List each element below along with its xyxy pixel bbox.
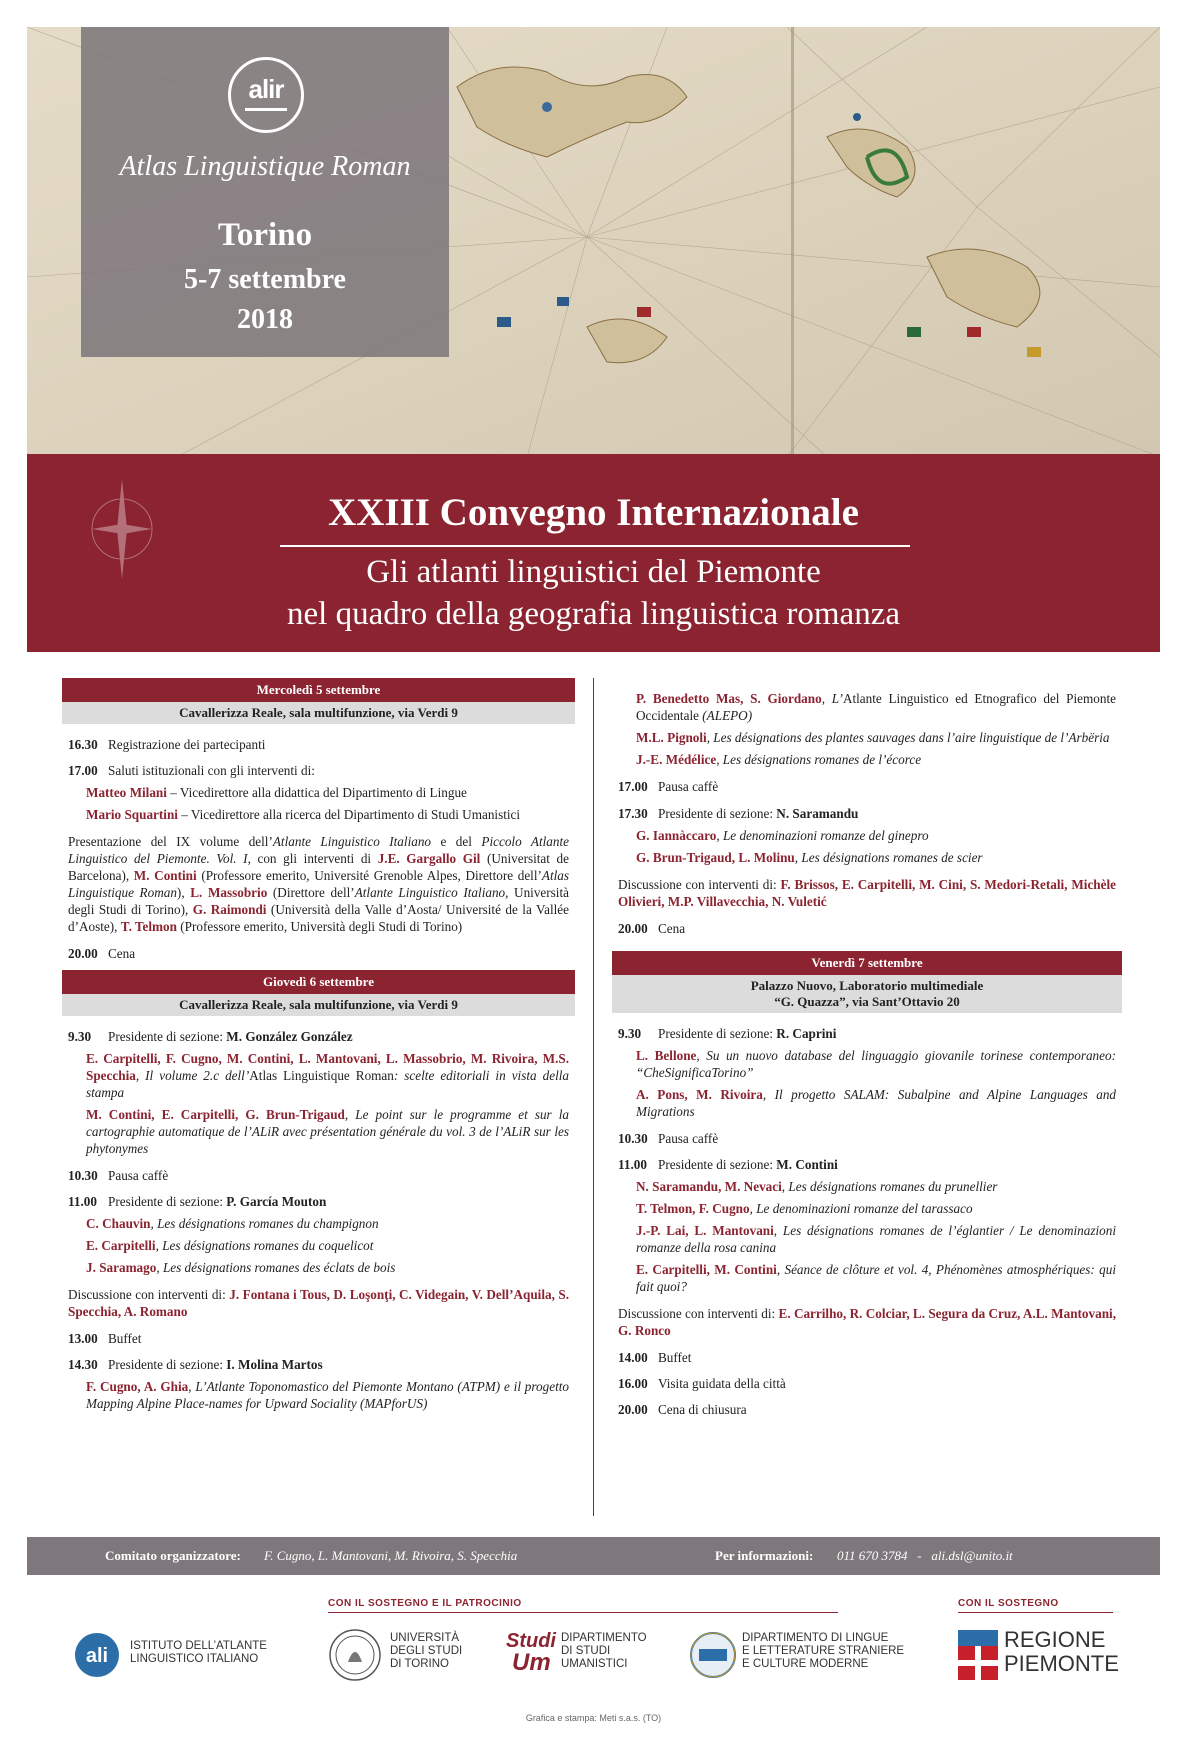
time: 13.00	[68, 1331, 98, 1346]
info-label: Per informazioni:	[715, 1548, 814, 1563]
description: Pausa caffè	[108, 1168, 169, 1183]
schedule-row	[68, 736, 569, 753]
alir-logo	[228, 57, 304, 133]
discussion-paragraph: Discussione con interventi di: J. Fontana i Tous, D. Loşonţi, C. Videgain, V. Dell’Aquila, S. Specchia, A. Romano	[68, 1287, 570, 1319]
title-box	[81, 27, 449, 357]
schedule-row	[618, 1375, 1116, 1392]
description: Presidente di sezione: P. García Mouton	[108, 1194, 327, 1209]
org-label: Comitato organizzatore:	[105, 1548, 241, 1563]
convegno-title: XXIII Convegno Internazionale	[328, 491, 859, 534]
sponsor-ali: ali ISTITUTO DELL’ATLANTE LINGUISTICO ITALIANO	[72, 1628, 282, 1684]
description: Presidente di sezione: M. González González	[108, 1029, 353, 1044]
support-patronage-label: CON IL SOSTEGNO E IL PATROCINIO	[328, 1598, 522, 1609]
event-dates: 5-7 settembre	[184, 264, 346, 295]
talk-item: F. Cugno, A. Ghia, L’Atlante Toponomastico del Piemonte Montano (ATPM) e il progetto Mapping Alpine Place-names for Upward Sociality (MAPforUS)	[86, 1379, 569, 1411]
talk-item: L. Bellone, Su un nuovo database del linguaggio giovanile torinese contemporaneo: “CheSignificaTorino”	[636, 1048, 1116, 1080]
piemonte-flag-icon	[958, 1630, 998, 1680]
discussion-paragraph: Discussione con interventi di: E. Carrilho, R. Colciar, L. Segura da Cruz, A.L. Mantovani, G. Ronco	[618, 1306, 1117, 1338]
schedule-row	[68, 1330, 569, 1347]
schedule-row	[618, 1025, 1116, 1042]
speaker-item: Mario Squartini – Vicedirettore alla ricerca del Dipartimento di Studi Umanistici	[86, 807, 521, 822]
talk-item: G. Brun-Trigaud, L. Molinu, Les désignations romanes de scier	[636, 850, 983, 865]
time: 16.30	[68, 737, 98, 752]
sponsor-unito: UNIVERSITÀ DEGLI STUDI DI TORINO	[328, 1628, 478, 1684]
time: 9.30	[68, 1029, 92, 1044]
studium-logo: Studi Um	[506, 1630, 556, 1676]
support-rule	[328, 1612, 838, 1613]
presentation-paragraph: Presentazione del IX volume dell’Atlante Linguistico Italiano e del Piccolo Atlante Linguistico del Piemonte. Vol. I, con gli interventi di J.E. Gargallo Gil (Universitat de Barcelona), M. Contini (Professore emerito, Université Grenoble Alpes, Direttore dell’Atlas Linguistique Roman), L. Massobrio (Direttore dell’Atlante Linguistico Italiano, Università degli Studi di Torino), G. Raimondi (Università della Valle d’Aosta/ Université de la Vallée d’Aoste), T. Telmon (Professore emerito, Università degli Studi di Torino)	[68, 834, 570, 934]
time: 20.00	[618, 1402, 648, 1417]
time: 11.00	[68, 1194, 97, 1209]
schedule-row	[618, 1156, 1116, 1173]
time: 14.30	[68, 1357, 98, 1372]
atlas-name: Atlas Linguistique Roman	[119, 151, 411, 182]
description: Presidente di sezione: R. Caprini	[658, 1026, 837, 1041]
title-rule	[280, 545, 910, 547]
time: 9.30	[618, 1026, 642, 1041]
description: Presidente di sezione: I. Molina Martos	[108, 1357, 323, 1372]
talk-item: E. Carpitelli, Les désignations romanes du coquelicot	[86, 1238, 374, 1253]
description: Visita guidata della città	[658, 1376, 786, 1391]
talk-item: E. Carpitelli, M. Contini, Séance de clôture et vol. 4, Phénomènes atmosphériques: qui fait quoi?	[636, 1262, 1116, 1294]
schedule-row	[618, 920, 1116, 937]
programme-left-column	[62, 678, 575, 1417]
schedule-row	[68, 945, 569, 962]
svg-text:ali: ali	[85, 1645, 109, 1667]
talk-item: C. Chauvin, Les désignations romanes du champignon	[86, 1216, 379, 1231]
description: Cena di chiusura	[658, 1402, 747, 1417]
time: 16.00	[618, 1376, 648, 1391]
talk-item: T. Telmon, F. Cugno, Le denominazioni romanze del tarassaco	[636, 1201, 973, 1216]
lingue-logo-icon	[688, 1630, 738, 1680]
talk-item: J.-E. Médélice, Les désignations romanes de l’écorce	[636, 752, 922, 767]
time: 14.00	[618, 1350, 648, 1365]
talk-item: J. Saramago, Les désignations romanes des éclats de bois	[86, 1260, 396, 1275]
time: 20.00	[618, 921, 648, 936]
ali-logo-icon	[72, 1630, 122, 1680]
print-credit: Grafica e stampa: Meti s.a.s. (TO)	[525, 1713, 662, 1723]
talk-item: A. Pons, M. Rivoira, Il progetto SALAM: Subalpine and Alpine Languages and Migrations	[636, 1087, 1117, 1119]
organizing-committee-bar	[27, 1537, 1160, 1575]
talk-item: N. Saramandu, M. Nevaci, Les désignations romanes du prunellier	[636, 1179, 998, 1194]
support-rule	[958, 1612, 1113, 1613]
talk-item: P. Benedetto Mas, S. Giordano, L’Atlante Linguistico ed Etnografico del Piemonte Occidentale (ALEPO)	[636, 691, 1116, 723]
schedule-row	[618, 1130, 1116, 1147]
description: Buffet	[108, 1331, 142, 1346]
org-names: F. Cugno, L. Mantovani, M. Rivoira, S. Specchia	[264, 1548, 518, 1563]
day-header-thursday: Giovedì 6 settembre	[62, 970, 575, 994]
description: Saluti istituzionali con gli interventi di:	[108, 763, 315, 778]
talk-item: J.-P. Lai, L. Mantovani, Les désignations romanes de l’églantier / Le denominazioni romanze della rosa canina	[636, 1223, 1116, 1255]
time: 10.30	[68, 1168, 98, 1183]
day-header-wednesday: Mercoledì 5 settembre	[62, 678, 575, 702]
schedule-row	[618, 778, 1116, 795]
day-header-friday: Venerdì 7 settembre	[612, 951, 1122, 975]
logo-text: alir	[248, 74, 284, 104]
subtitle-line-1: Gli atlanti linguistici del Piemonte	[366, 554, 821, 590]
time: 11.00	[618, 1157, 647, 1172]
subtitle-line-2: nel quadro della geografia linguistica romanza	[287, 596, 900, 632]
time: 20.00	[68, 946, 98, 961]
time: 17.00	[618, 779, 648, 794]
regione-text: REGIONE PIEMONTE	[1004, 1627, 1119, 1676]
venue-thursday: Cavallerizza Reale, sala multifunzione, via Verdi 9	[62, 994, 575, 1016]
info-contact[interactable]: 011 670 3784 - ali.dsl@unito.it	[837, 1548, 1013, 1563]
schedule-row	[68, 1167, 569, 1184]
sponsor-lingue: DIPARTIMENTO DI LINGUE E LETTERATURE STRANIERE E CULTURE MODERNE	[688, 1628, 918, 1684]
sponsor-studium: Studi Um DIPARTIMENTO DI STUDI UMANISTICI	[506, 1630, 647, 1676]
description: Cena	[658, 921, 686, 936]
title-banner	[27, 454, 1160, 652]
description: Pausa caffè	[658, 779, 719, 794]
description: Presidente di sezione: N. Saramandu	[658, 806, 859, 821]
description: Cena	[108, 946, 136, 961]
venue-friday: Palazzo Nuovo, Laboratorio multimediale “G. Quazza”, via Sant’Ottavio 20	[612, 975, 1122, 1013]
talk-item: E. Carpitelli, F. Cugno, M. Contini, L. Mantovani, L. Massobrio, M. Rivoira, M.S. Specchia, Il volume 2.c dell’Atlas Linguistique Roman: scelte editoriali in vista della stampa	[86, 1051, 569, 1100]
hero-image	[27, 27, 1160, 652]
city: Torino	[217, 217, 313, 253]
description: Presidente di sezione: M. Contini	[658, 1157, 838, 1172]
schedule-row	[68, 1193, 569, 1210]
schedule-row	[618, 805, 1116, 822]
schedule-row	[618, 1401, 1116, 1418]
discussion-paragraph: Discussione con interventi di: F. Brissos, E. Carpitelli, M. Cini, S. Medori-Retali, Michèle Olivieri, M.P. Villavecchia, N. Vuletić	[618, 877, 1116, 909]
support-label: CON IL SOSTEGNO	[958, 1598, 1059, 1609]
sponsor-regione-piemonte	[958, 1628, 1118, 1684]
schedule-row	[68, 1356, 569, 1373]
time: 10.30	[618, 1131, 648, 1146]
description: Registrazione dei partecipanti	[108, 737, 266, 752]
column-divider	[593, 678, 594, 1516]
event-year: 2018	[237, 304, 293, 335]
schedule-row	[618, 1349, 1116, 1366]
schedule-row	[68, 1028, 569, 1045]
time: 17.00	[68, 763, 98, 778]
speaker-item: Matteo Milani – Vicedirettore alla didattica del Dipartimento di Lingue	[86, 785, 467, 800]
unito-seal-icon	[328, 1628, 382, 1682]
description: Buffet	[658, 1350, 692, 1365]
talk-item: M. Contini, E. Carpitelli, G. Brun-Trigaud, Le point sur le programme et sur la cartographie automatique de l’ALiR avec présentation générale du vol. 3 de l’ALiR sur les phytonymes	[86, 1107, 569, 1156]
talk-item: G. Iannàccaro, Le denominazioni romanze del ginepro	[636, 828, 929, 843]
schedule-row	[68, 762, 569, 779]
programme-right-column	[612, 690, 1122, 1427]
talk-item: M.L. Pignoli, Les désignations des plantes sauvages dans l’aire linguistique de l’Arbëria	[636, 730, 1110, 745]
time: 17.30	[618, 806, 648, 821]
description: Pausa caffè	[658, 1131, 719, 1146]
venue-wednesday: Cavallerizza Reale, sala multifunzione, via Verdi 9	[62, 702, 575, 724]
